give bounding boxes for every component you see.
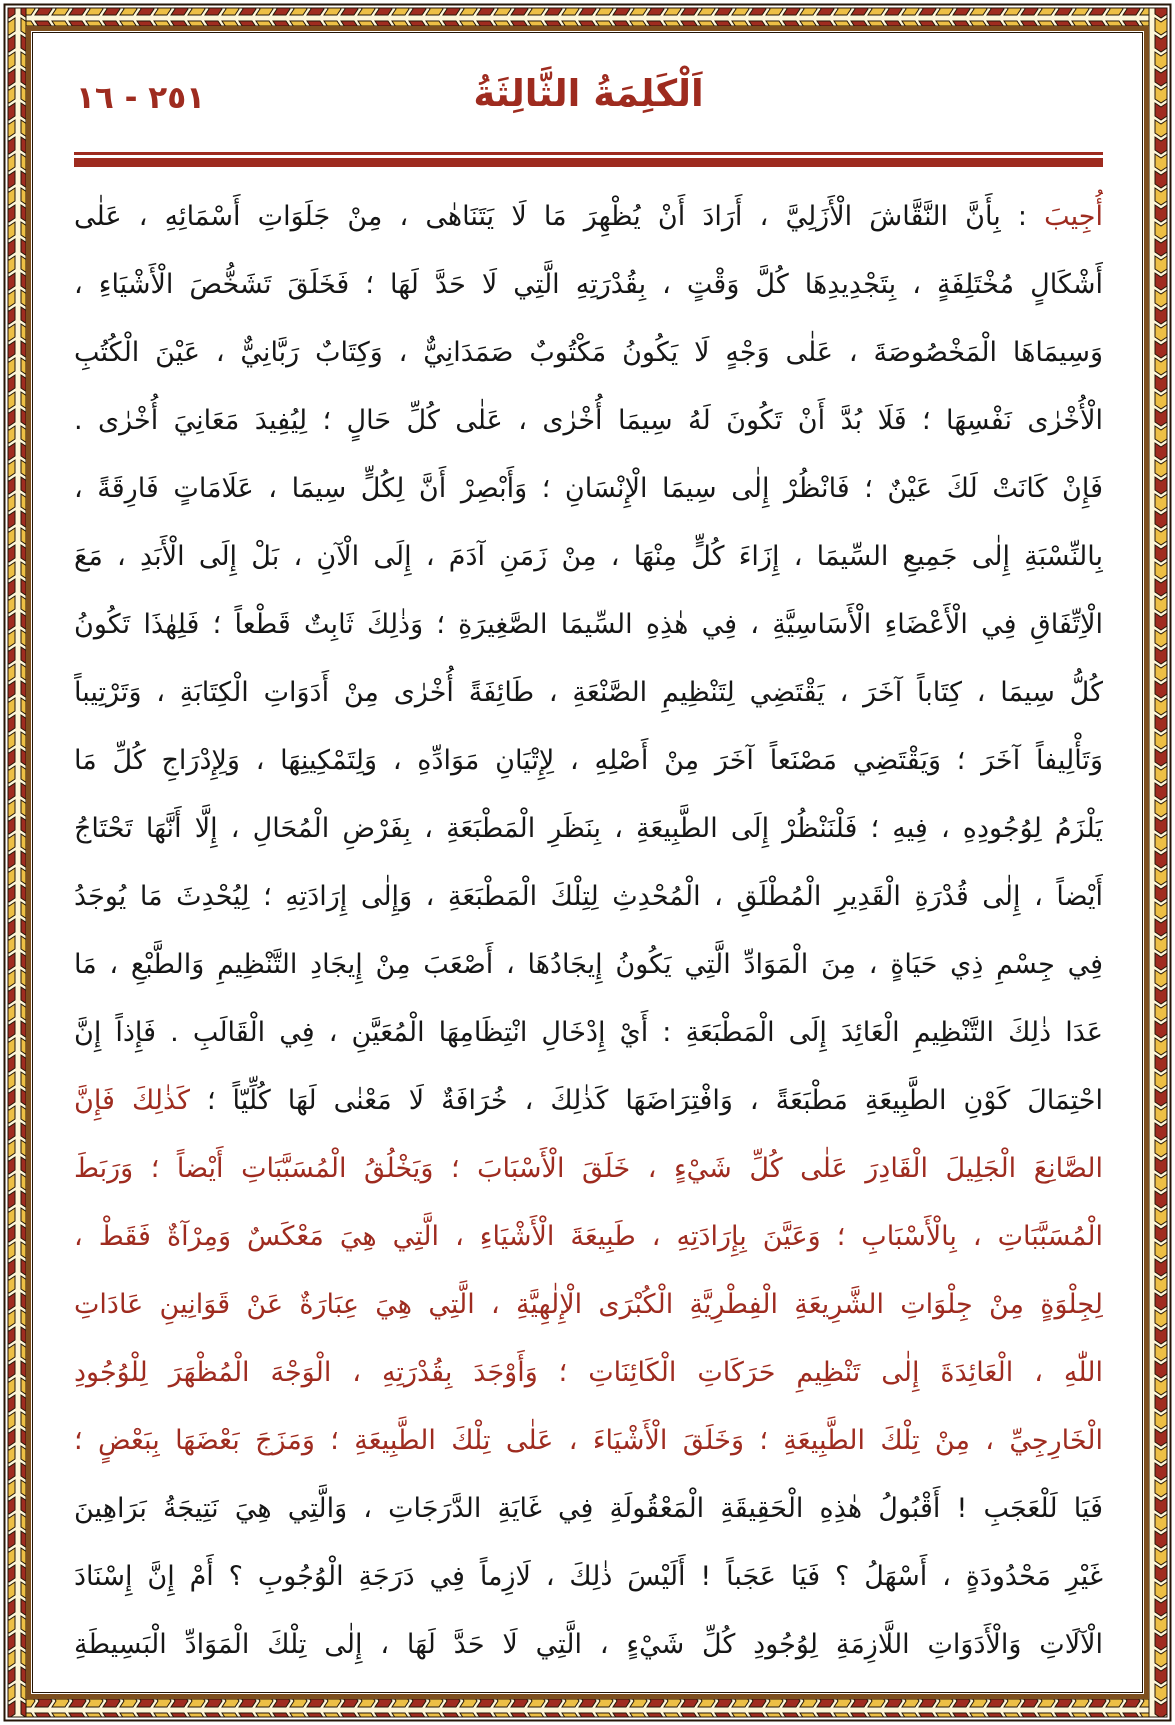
text-segment-red: الصَّانِعَ الْجَلِيلَ الْقَادِرَ عَلٰى كُلِّ شَيْءٍ ، خَلَقَ الْأَسْبَابَ ؛ وَيَخْلُقُ الْمُسَبَّبَاتِ أَيْضاً ؛ وَرَبَطَ: [74, 1153, 1103, 1184]
text-segment: كُلُّ سِيمَا ، كِتَاباً آخَرَ ، يَقْتَضِي لِتَنْظِيمِ الصَّنْعَةِ ، طَائِفَةً أُخْرٰى مِنْ أَدَوَاتِ الْكِتَابَةِ ، وَتَرْتِيباً: [74, 677, 1103, 708]
text-segment: الْأُخْرٰى نَفْسِهَا ؛ فَلَا بُدَّ أَنْ تَكُونَ لَهُ سِيمَا أُخْرٰى ، عَلٰى كُلِّ حَالٍ ؛ لِيُفِيدَ مَعَانِيَ أُخْرٰى .: [74, 405, 1103, 436]
text-line: [74, 795, 1103, 863]
text-line: [74, 863, 1103, 931]
text-line: [74, 931, 1103, 999]
text-line: [74, 1339, 1103, 1407]
text-segment: بِالنِّسْبَةِ إِلٰى جَمِيعِ السِّيمَا ، إِزَاءَ كُلٍّ مِنْهَا ، مِنْ زَمَنِ آدَمَ ، إِلَى الْآنِ ، بَلْ إِلَى الْأَبَدِ ، مَعَ: [74, 541, 1103, 572]
text-segment-red: الْخَارِجِيِّ ، مِنْ تِلْكَ الطَّبِيعَةِ ؛ وَخَلَقَ الْأَشْيَاءَ ، عَلٰى تِلْكَ الطَّبِيعَةِ ؛ وَمَزَجَ بَعْضَهَا بِبَعْضٍ ؛: [74, 1425, 1103, 1456]
text-line: [74, 1475, 1103, 1543]
text-line: [74, 1543, 1103, 1611]
page-number-label: ٢٥١ - ١٦: [76, 80, 206, 116]
text-segment: فَيَا لَلْعَجَبِ ! أَقْبُولُ هٰذِهِ الْحَقِيقَةِ الْمَعْقُولَةِ فِي غَايَةِ الدَّرَجَاتِ ، وَالَّتِي هِيَ نَتِيجَةُ بَرَاهِينَ: [74, 1493, 1103, 1524]
text-line: [74, 1067, 1103, 1135]
text-line: [74, 1271, 1103, 1339]
text-segment: وَسِيمَاهَا الْمَخْصُوصَةَ ، عَلٰى وَجْهٍ لَا يَكُونُ مَكْتُوبٌ صَمَدَانِيٌّ ، وَكِتَابٌ رَبَّانِيٌّ ، عَيْنَ الْكُتُبِ: [74, 337, 1103, 368]
text-line: [74, 455, 1103, 523]
text-segment: عَدَا ذٰلِكَ التَّنْظِيمِ الْعَائِدَ إِلَى الْمَطْبَعَةِ : أَيْ إِدْخَالِ انْتِظَامِهَا الْمُعَيَّنِ ، فِي الْقَالَبِ . فَإِذاً إِنَّ: [74, 1017, 1103, 1048]
text-segment: أَيْضاً ، إِلٰى قُدْرَةِ الْقَدِيرِ الْمُطْلَقِ ، الْمُحْدِثِ لِتِلْكَ الْمَطْبَعَةِ ، وَإِلٰى إِرَادَتِهِ ؛ لِيُحْدِثَ مَا يُوجَدُ: [74, 881, 1103, 912]
text-line: [74, 591, 1103, 659]
text-line: [74, 659, 1103, 727]
text-line: [74, 1203, 1103, 1271]
text-line: [74, 727, 1103, 795]
text-segment-red: كَذٰلِكَ فَإِنَّ: [74, 1085, 190, 1116]
text-segment: فِي جِسْمِ ذِي حَيَاةٍ ، مِنَ الْمَوَادِّ الَّتِي يَكُونُ إِيجَادُهَا ، أَصْعَبَ مِنْ إِيجَادِ التَّنْظِيمِ وَالطَّبْعِ ، مَا: [74, 949, 1103, 980]
text-segment: احْتِمَالَ كَوْنِ الطَّبِيعَةِ مَطْبَعَةً ، وَافْتِرَاضَهَا كَذٰلِكَ ، خُرَافَةٌ لَا مَعْنٰى لَهَا كُلِّيّاً ؛: [189, 1085, 1103, 1116]
text-line: [74, 999, 1103, 1067]
text-segment: الْآلَاتِ وَالْأَدَوَاتِ اللَّازِمَةِ لِوُجُودِ كُلِّ شَيْءٍ ، الَّتِي لَا حَدَّ لَهَا ، إِلٰى تِلْكَ الْمَوَادِّ الْبَسِيطَةِ: [74, 1629, 1103, 1660]
page-content: [74, 66, 1103, 1679]
text-line: [74, 1407, 1103, 1475]
text-segment-red: الْمُسَبَّبَاتِ ، بِالْأَسْبَابِ ؛ وَعَيَّنَ بِإِرَادَتِهِ ، طَبِيعَةَ الْأَشْيَاءِ ، الَّتِي هِيَ مَعْكَسٌ وَمِرْآةٌ فَقَطْ ،: [74, 1221, 1103, 1252]
body-text: [74, 183, 1103, 1679]
text-segment: أَشْكَالٍ مُخْتَلِفَةٍ ، بِتَجْدِيدِهَا كُلَّ وَقْتٍ ، بِقُدْرَتِهِ الَّتِي لَا حَدَّ لَهَا ؛ فَخَلَقَ تَشَخُّصَ الْأَشْيَاءِ ،: [74, 269, 1103, 300]
text-line: [74, 387, 1103, 455]
header-rule-divider: [74, 152, 1103, 167]
text-segment-red: لِجِلْوَةٍ مِنْ جِلْوَاتِ الشَّرِيعَةِ الْفِطْرِيَّةِ الْكُبْرَى الْإِلٰهِيَّةِ ، الَّتِي هِيَ عِبَارَةٌ عَنْ قَوَانِينِ عَادَاتِ: [74, 1289, 1103, 1320]
text-line: [74, 251, 1103, 319]
text-line: [74, 319, 1103, 387]
page-header: [74, 66, 1103, 150]
text-segment: فَإِنْ كَانَتْ لَكَ عَيْنٌ ؛ فَانْظُرْ إِلٰى سِيمَا الْإِنْسَانِ ؛ وَأَبْصِرْ أَنَّ لِكُلٍّ سِيمَا ، عَلَامَاتٍ فَارِقَةً ،: [74, 473, 1103, 504]
text-segment: وَتَأْلِيفاً آخَرَ ؛ وَيَقْتَضِي مَصْنَعاً آخَرَ مِنْ أَصْلِهِ ، لِإِتْيَانِ مَوَادِّهِ ، وَلِتَمْكِينِهَا ، وَلِإِدْرَاجِ كُلِّ مَا: [74, 745, 1103, 776]
text-segment: يَلْزَمُ لِوُجُودِهِ ، فِيهِ ؛ فَلْنَنْظُرْ إِلَى الطَّبِيعَةِ ، بِنَظَرِ الْمَطْبَعَةِ ، بِفَرْضِ الْمُحَالِ ، إِلَّا أَنَّهَا تَحْتَاجُ: [74, 813, 1103, 844]
text-line: [74, 1611, 1103, 1679]
page-title: اَلْكَلِمَةُ الثَّالِثَةُ: [473, 72, 704, 115]
text-segment-red: اللّٰهِ ، الْعَائِدَةَ إِلٰى تَنْظِيمِ حَرَكَاتِ الْكَائِنَاتِ ؛ وَأَوْجَدَ بِقُدْرَتِهِ ، الْوَجْهَ الْمُظْهَرَ لِلْوُجُودِ: [74, 1357, 1103, 1388]
text-line: [74, 183, 1103, 251]
text-segment: : بِأَنَّ النَّقَّاشَ الْأَزَلِيَّ ، أَرَادَ أَنْ يُظْهِرَ مَا لَا يَتَنَاهٰى ، مِنْ جَلَوَاتِ أَسْمَائِهِ ، عَلٰى: [74, 201, 1045, 232]
text-line: [74, 1135, 1103, 1203]
text-line: [74, 523, 1103, 591]
text-segment: الْاِتِّفَاقِ فِي الْأَعْضَاءِ الْأَسَاسِيَّةِ ، فِي هٰذِهِ السِّيمَا الصَّغِيرَةِ ؛ وَذٰلِكَ ثَابِتٌ قَطْعاً ؛ فَلِهٰذَا تَكُونُ: [74, 609, 1103, 640]
text-segment: غَيْرِ مَحْدُودَةٍ ، أَسْهَلُ ؟ فَيَا عَجَباً ! أَلَيْسَ ذٰلِكَ ، لَازِماً فِي دَرَجَةِ الْوُجُوبِ ؟ أَمْ إِنَّ إِسْنَادَ: [74, 1561, 1103, 1592]
text-segment-red: أُجِيبَ: [1044, 201, 1103, 232]
